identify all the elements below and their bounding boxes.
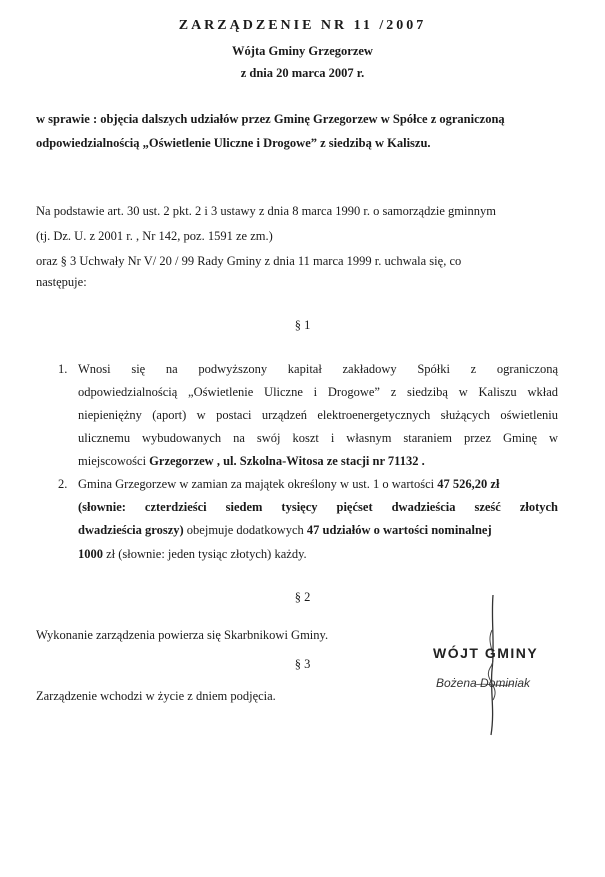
legal-basis-line-2: (tj. Dz. U. z 2001 r. , Nr 142, poz. 1591 ze zm.) xyxy=(36,229,273,243)
section-2-heading: § 2 xyxy=(294,590,311,604)
item-1-location: Grzegorzew , ul. Szkolna-Witosa ze stacji nr 71132 . xyxy=(149,454,425,468)
item-1-line-2: odpowiedzialnością „Oświetlenie Uliczne i Drogowe” z siedzibą w Kaliszu wkład xyxy=(78,385,558,399)
section-3-text: Zarządzenie wchodzi w życie z dniem podjęcia. xyxy=(36,689,276,703)
section-2-text: Wykonanie zarządzenia powierza się Skarbnikowi Gminy. xyxy=(36,628,329,642)
item-2-nominal-value: 1000 xyxy=(78,547,103,561)
section-1-heading: § 1 xyxy=(294,318,311,332)
stamp-title: WÓJT GMINY xyxy=(433,645,539,661)
legal-basis-line-1: Na podstawie art. 30 ust. 2 pkt. 2 i 3 ustawy z dnia 8 marca 1990 r. o samorządzie gminnym xyxy=(36,204,496,218)
document-title: ZARZĄDZENIE NR 11 /2007 xyxy=(178,18,427,33)
section-3-heading: § 3 xyxy=(294,657,311,671)
item-2-value: 47 526,20 zł xyxy=(437,477,500,491)
item-2-line-4 xyxy=(78,547,307,562)
item-1-line-1: Wnosi się na podwyższony kapitał zakładowy Spółki z ograniczoną xyxy=(78,362,558,376)
legal-basis-line-4: następuje: xyxy=(36,275,87,289)
handwritten-signature xyxy=(455,590,535,740)
item-2-line-4-text: zł (słownie: jeden tysiąc złotych) każdy. xyxy=(103,547,307,561)
item-2-number: 2. xyxy=(58,477,68,491)
document-issuer: Wójta Gminy Grzegorzew xyxy=(232,44,373,58)
item-1-line-3: niepieniężny (aport) w postaci urządzeń elektroenergetycznych służących oświetleniu xyxy=(78,408,558,422)
item-2-line-3 xyxy=(78,523,492,538)
item-1-number: 1. xyxy=(58,362,68,376)
subject-line-1: w sprawie : objęcia dalszych udziałów przez Gminę Grzegorzew w Spółce z ograniczoną xyxy=(36,112,505,126)
item-2-line-1 xyxy=(78,477,499,492)
item-2-line-3-text: obejmuje dodatkowych xyxy=(183,523,307,537)
item-2-shares: 47 udziałów o wartości nominalnej xyxy=(306,523,492,537)
item-1-line-4: ulicznemu wybudowanych na swój koszt i własnym staraniem przez Gminę w xyxy=(78,431,558,445)
document-date: z dnia 20 marca 2007 r. xyxy=(240,66,365,80)
legal-basis-line-3: oraz § 3 Uchwały Nr V/ 20 / 99 Rady Gminy z dnia 11 marca 1999 r. uchwala się, co xyxy=(36,254,462,268)
stamp-name: Bożena Dominiak xyxy=(436,676,531,690)
item-2-value-words-end: dwadzieścia groszy) xyxy=(78,523,184,537)
subject-line-2: odpowiedzialnością „Oświetlenie Uliczne i Drogowe” z siedzibą w Kaliszu. xyxy=(36,136,431,150)
item-2-line-2: (słownie: czterdzieści siedem tysięcy pięćset dwadzieścia sześć złotych xyxy=(78,500,558,514)
item-1-line-5-text: miejscowości xyxy=(78,454,150,468)
item-2-line-1-text: Gmina Grzegorzew w zamian za majątek określony w ust. 1 o wartości xyxy=(78,477,438,491)
item-1-line-5 xyxy=(78,454,425,469)
